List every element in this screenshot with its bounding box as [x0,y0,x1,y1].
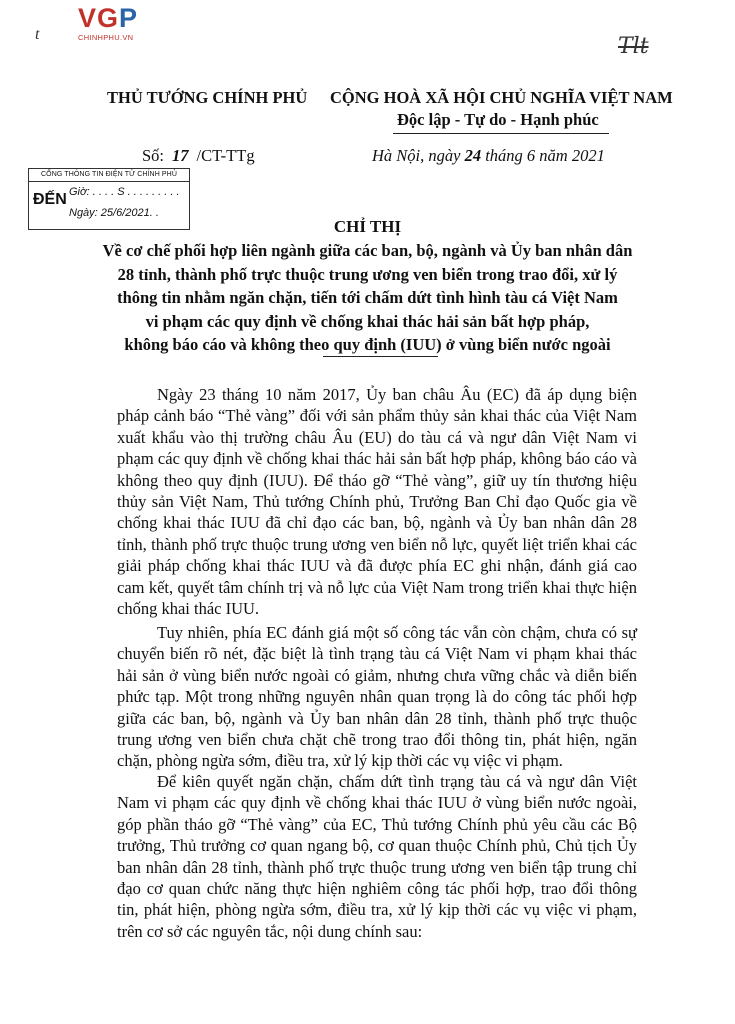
date-day-handwritten: 24 [464,146,482,165]
vgp-logo [78,4,158,42]
stamp-time: Giờ: . . . . S . . . . . . . . . [69,186,180,198]
logo-subtitle: CHINHPHU.VN [78,33,134,42]
national-motto: Độc lập - Tự do - Hạnh phúc [397,110,599,129]
stamp-den: ĐẾN [33,191,67,208]
handwritten-mark-right: Tlt [618,34,649,59]
motto-underline [393,133,609,134]
subject-line: thông tin nhằm ngăn chặn, tiến tới chấm dứt tình hình tàu cá Việt Nam [117,288,618,307]
stamp-title: CỔNG THÔNG TIN ĐIỆN TỬ CHÍNH PHỦ [29,169,189,182]
document-title: CHỈ THỊ [333,217,402,236]
document-subject [80,239,655,357]
paragraph-1: Ngày 23 tháng 10 năm 2017, Ủy ban châu Âu (EC) đã áp dụng biện pháp cảnh báo “Thẻ vàng” đối với sản phẩm thủy sản khai thác của Việt Nam xuất khẩu vào thị trường châu Âu (EU) do tàu cá và ngư dân Việt Nam vi phạm các quy định về chống khai thác hải sản bất hợp pháp, không báo cáo và không theo quy định (IUU). Để tháo gỡ “Thẻ vàng”, giữ uy tín thương hiệu thủy sản Việt Nam, Thủ tướng Chính phủ, Trưởng Ban Chỉ đạo Quốc gia về chống khai thác IUU đã chỉ đạo các ban, bộ, ngành và Ủy ban nhân dân 28 tỉnh, thành phố trực thuộc trung ương ven biển nỗ lực, quyết liệt triển khai các giải pháp chống khai thác IUU và đã được phía EC ghi nhận, đánh giá cao cam kết, quyết tâm chính trị và nỗ lực của Việt Nam trong triển khai thực hiện chống khai thác IUU. [117,385,637,619]
national-title: CỘNG HOÀ XÃ HỘI CHỦ NGHĨA VIỆT NAM [330,88,673,107]
paragraph-3: Để kiên quyết ngăn chặn, chấm dứt tình trạng tàu cá và ngư dân Việt Nam vi phạm các quy định về chống khai thác IUU ở vùng biển nước ngoài, góp phần tháo gỡ “Thẻ vàng” của EC, Thủ tướng Chính phủ yêu cầu các Bộ trưởng, Thủ trưởng cơ quan ngang bộ, cơ quan thuộc Chính phủ, Chủ tịch Ủy ban nhân dân 28 tỉnh, thành phố trực thuộc trung ương ven biển tập trung chỉ đạo cơ quan chức năng thực hiện nghiêm công tác phối hợp, trao đổi thông tin, phát hiện, phòng ngừa sớm, điều tra, xử lý kịp thời các vụ việc vi phạm, trên cơ sở các nguyên tắc, nội dung chính sau: [117,772,637,941]
handwritten-mark-left: t [35,26,40,43]
issuing-authority: THỦ TƯỚNG CHÍNH PHỦ [107,88,308,107]
subject-underline [323,356,438,357]
subject-line: 28 tỉnh, thành phố trực thuộc trung ương ven biển trong trao đổi, xử lý [117,264,618,284]
document-date: Hà Nội, ngày 24 tháng 6 năm 2021 [372,146,605,165]
stamp-date: Ngày: 25/6/2021. . [69,207,159,219]
subject-line: vi phạm các quy định về chống khai thác hải sản bất hợp pháp, [145,311,590,331]
document-number: Số: 17 /CT-TTg [142,146,255,165]
subject-line: Về cơ chế phối hợp liên ngành giữa các ban, bộ, ngành và Ủy ban nhân dân [102,241,633,260]
subject-line: không báo cáo và không theo quy định (IUU) ở vùng biển nước ngoài [124,335,611,354]
document-number-handwritten: 17 [172,146,189,165]
paragraph-2: Tuy nhiên, phía EC đánh giá một số công tác vẫn còn chậm, chưa có sự chuyển biến rõ nét, đặc biệt là tình trạng tàu cá Việt Nam vi phạm khai thác hải sản ở vùng biển nước ngoài có giảm, nhưng chưa vững chắc và diễn biến phức tạp. Một trong những nguyên nhân quan trọng là do công tác phối hợp giữa các ban, bộ, ngành và Ủy ban nhân dân 28 tỉnh, thành phố trực thuộc trung ương ven biển chưa chặt chẽ trong trao đổi thông tin, phát hiện, ngăn chặn, phòng ngừa sớm, điều tra, xử lý kịp thời các vụ việc vi phạm. [117,623,637,771]
logo-wordmark: VGP [78,3,139,33]
